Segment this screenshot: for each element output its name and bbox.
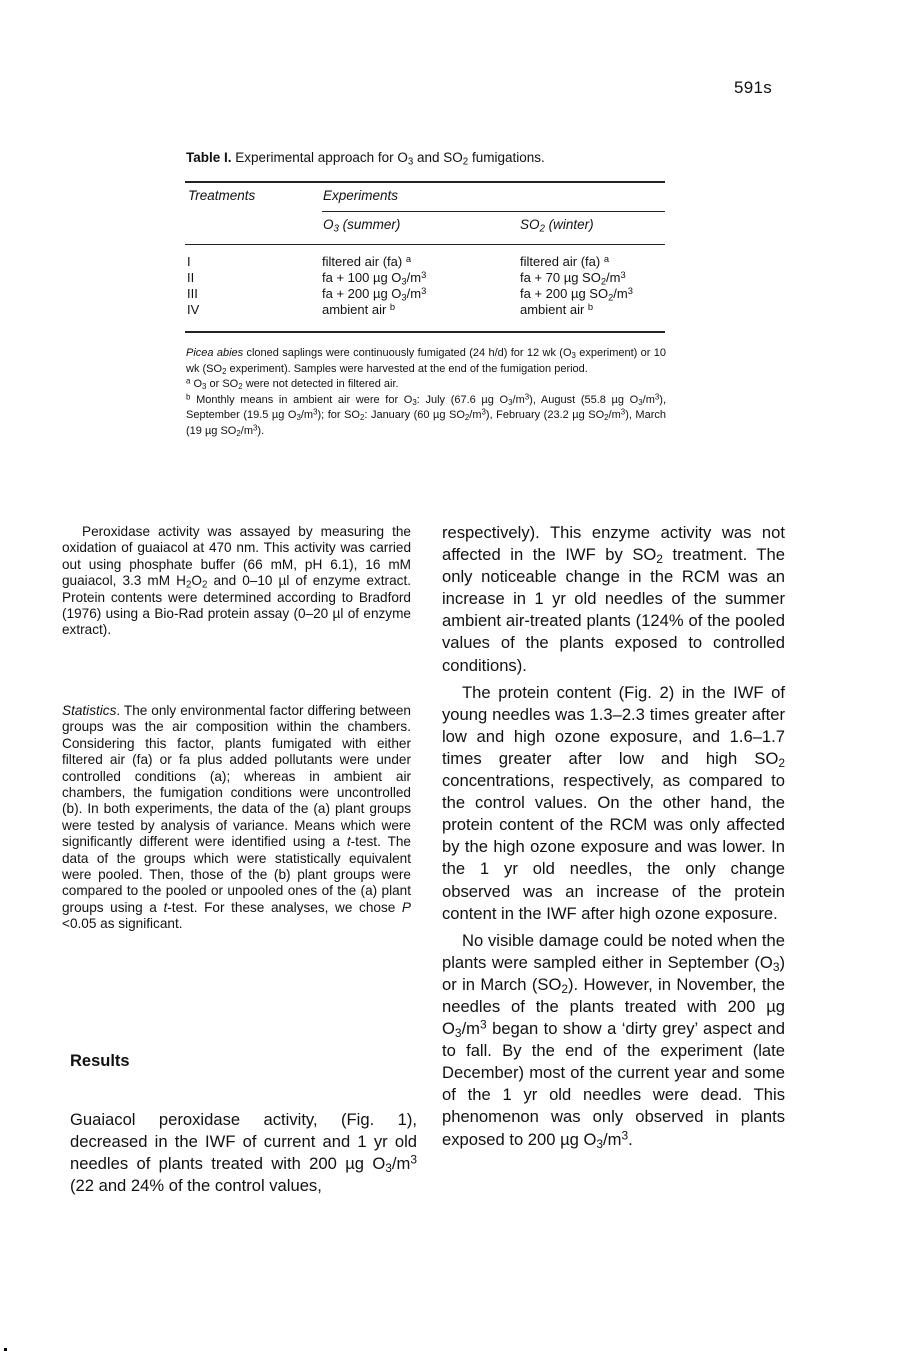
subscript: 2 <box>600 276 607 287</box>
subscript: 3 <box>401 292 407 303</box>
subscript: 3 <box>401 276 407 287</box>
superscript: b <box>389 301 396 312</box>
subscript: 2 <box>201 579 208 591</box>
subscript: 3 <box>412 397 417 407</box>
italic-p: P <box>401 899 411 915</box>
header-experiments: Experiments <box>323 188 399 203</box>
footnote-text: O <box>190 378 203 390</box>
row-treatment: III <box>187 286 198 301</box>
subscript: 3 <box>596 1136 604 1151</box>
subscript: 2 <box>656 552 663 567</box>
text-run: (22 and 24% of the control values, <box>70 1176 322 1196</box>
superscript: 3 <box>627 285 633 296</box>
superscript: 3 <box>421 285 427 296</box>
cell-text: /m <box>406 270 422 285</box>
superscript: 3 <box>481 407 486 417</box>
subscript: 2 <box>778 755 785 770</box>
superscript: 3 <box>253 422 258 432</box>
subscript: 2 <box>222 366 227 376</box>
section-label: Statistics <box>62 703 117 718</box>
cell-text: fa + 70 µg SO <box>520 270 601 285</box>
subscript: 3 <box>508 397 513 407</box>
text-run: and 0–10 µl of enzyme extract. Protein contents were determined according to Bradford (1976) using a Bio-Rad protein assay (0–20 µl of enzyme extract). <box>62 573 411 638</box>
footnote-text: were not detected in filtered air. <box>242 378 399 390</box>
footnote-text: cloned saplings were continuously fumigated (24 h/d) for 12 wk (O <box>243 347 572 359</box>
footnote-text: : July (67.6 µg O <box>416 393 509 406</box>
table-top-rule <box>185 181 665 183</box>
text-run: /m <box>603 1129 622 1149</box>
page-number: 591s <box>734 78 773 97</box>
footnote-mark: a <box>186 376 191 386</box>
subscript: 2 <box>539 223 545 235</box>
cell-text: fa + 200 µg SO <box>520 286 609 301</box>
table-header-rule <box>185 244 665 245</box>
header-text: (winter) <box>544 217 594 232</box>
subscript: 2 <box>359 412 365 422</box>
table-label: Table I. <box>186 150 232 165</box>
header-so2-winter <box>520 217 594 235</box>
text-run: ). However, in November, the needles of the plants treated with 200 µg O <box>442 974 786 1039</box>
text-run: Peroxidase activity was assayed by measuring the oxidation of guaiacol at 470 nm. This activity was carried out using phosphate buffer (66 mM, pH 6.1), 16 mM guaiacol, 3.3 mM H <box>62 524 411 589</box>
footnote-text: experiment) or 10 wk (SO <box>186 347 667 375</box>
damage-paragraph <box>442 930 785 1151</box>
row-o3-cell <box>322 286 426 302</box>
cell-text: /m <box>406 286 422 301</box>
subscript: 2 <box>238 381 243 391</box>
subscript: 2 <box>561 981 569 996</box>
text-run: Guaiacol peroxidase activity, (Fig. 1), decreased in the IWF of current and 1 yr old needles of plants treated with 200 µg O <box>70 1110 417 1174</box>
paragraph-text <box>62 703 411 933</box>
footnote-a <box>186 377 666 393</box>
caption-text: fumigations. <box>468 150 545 165</box>
species-name: Picea abies <box>186 347 244 359</box>
footnote-text: ), September (19.5 µg O <box>186 393 667 421</box>
superscript: a <box>603 253 610 264</box>
subscript: 2 <box>604 412 609 422</box>
row-treatment: II <box>187 270 195 285</box>
results-paragraph-continued <box>442 522 785 677</box>
text-run: . The only environmental factor differing between groups was the air composition within the chambers. Considering this factor, plants fumigated with either filtered air (fa) or fa plus added pollutants were under controlled conditions (a); whereas in ambient air chambers, the fumigation conditions were uncontrolled (b). In both experiments, the data of the (a) plant groups were tested by analysis of variance. Means which were significantly different were identified using a <box>62 703 411 850</box>
subscript: 3 <box>454 1026 462 1041</box>
superscript: 3 <box>620 407 626 417</box>
statistics-paragraph <box>62 703 411 933</box>
table-caption <box>186 150 545 168</box>
superscript: b <box>587 301 594 312</box>
footnote-text: /m <box>512 393 525 406</box>
header-o3-summer <box>323 217 401 235</box>
italic-t: t <box>346 834 351 850</box>
row-so2-cell <box>520 286 633 302</box>
text-run: /m <box>391 1154 411 1174</box>
superscript: a <box>405 253 412 264</box>
row-o3-cell <box>322 254 411 270</box>
footnote-text: /m <box>469 409 482 421</box>
text-run: -test. For these analyses, we chose <box>167 899 402 915</box>
subscript: 3 <box>571 350 576 360</box>
paragraph-text <box>70 1109 417 1197</box>
italic-t: t <box>163 899 168 915</box>
footnote-text: /m <box>608 409 621 421</box>
row-so2-cell <box>520 302 593 318</box>
subscript: 3 <box>296 412 301 422</box>
text-run: ) or in March (SO <box>442 952 785 994</box>
footnote-text: or SO <box>206 378 239 390</box>
cell-text: ambient air <box>322 302 390 317</box>
subscript: 3 <box>333 223 339 235</box>
footnote-text: ); for SO <box>317 409 360 421</box>
header-text: (summer) <box>338 217 401 232</box>
footnote-text: /m <box>240 424 253 437</box>
experiments-rule <box>322 211 665 212</box>
subscript: 2 <box>462 156 469 168</box>
footnote-text: /m <box>300 409 314 421</box>
footnote-text: Monthly means in ambient air were for O <box>190 393 413 406</box>
subscript: 3 <box>407 156 414 168</box>
superscript: 3 <box>654 391 660 401</box>
cell-text: fa + 100 µg O <box>322 270 402 285</box>
row-so2-cell <box>520 254 609 270</box>
text-run: No visible damage could be noted when the plants were sampled either in September (O <box>442 930 785 972</box>
right-column <box>442 522 785 1151</box>
table-footnotes <box>186 346 666 439</box>
subscript: 3 <box>638 397 643 407</box>
text-run: <0.05 as significant. <box>62 916 183 932</box>
footnote-text: ). <box>257 424 265 437</box>
caption-text: Experimental approach for O <box>231 150 408 165</box>
cell-text: filtered air (fa) <box>520 254 604 269</box>
paragraph-text <box>62 524 411 639</box>
results-heading: Results <box>70 1052 130 1070</box>
footnote-text: ), February (23.2 µg SO <box>485 409 605 421</box>
superscript: 3 <box>620 269 626 280</box>
text-run: The protein content (Fig. 2) in the IWF of young needles was 1.3–2.3 times greater after low and high ozone exposure, and 1.6–1.7 times greater after low and high SO <box>442 682 785 768</box>
row-treatment: IV <box>187 302 200 317</box>
cell-text: ambient air <box>520 302 588 317</box>
subscript: 2 <box>236 428 241 438</box>
subscript: 3 <box>202 381 207 391</box>
cell-text: fa + 200 µg O <box>322 286 402 301</box>
caption-text: and SO <box>413 150 463 165</box>
footnote-text: ), August (55.8 µg O <box>529 393 639 406</box>
text-run: concentrations, respectively, as compared to the control values. On the other hand, the protein content of the RCM was only affected by the high ozone exposure and was lower. In the 1 yr old needles, the only change observed was an increase of the protein content in the IWF after high ozone exposure. <box>442 771 785 923</box>
footnote-text: /m <box>642 393 655 406</box>
row-o3-cell <box>322 270 426 286</box>
superscript: 3 <box>524 391 530 401</box>
text-run: -test. The data of the groups which were statistically equivalent were pooled. Then, those of the (b) plant groups were compared to the pooled or unpooled ones of the (a) plant groups using a <box>62 834 411 915</box>
header-text: O <box>323 217 334 232</box>
cell-text: filtered air (fa) <box>322 254 406 269</box>
subscript: 3 <box>772 959 780 974</box>
cell-text: /m <box>606 270 621 285</box>
methods-paragraph <box>62 524 411 639</box>
text-run: /m <box>461 1019 480 1039</box>
protein-paragraph <box>442 682 785 925</box>
footnote-main <box>186 346 666 377</box>
row-o3-cell <box>322 302 395 318</box>
header-treatments: Treatments <box>188 188 256 203</box>
text-run: respectively). This enzyme activity was not affected in the IWF by SO <box>442 523 785 565</box>
subscript: 3 <box>385 1161 392 1176</box>
footnote-text: ), March (19 µg SO <box>186 409 666 437</box>
text-run: began to show a ‘dirty grey’ aspect and to fall. By the end of the experiment (late December) most of the current year and some of the 1 yr old needles were dead. This phenomenon was only observed in plants exposed to 200 µg O <box>442 1019 785 1149</box>
row-so2-cell <box>520 270 626 286</box>
table-bottom-rule <box>185 331 665 333</box>
superscript: 3 <box>480 1017 487 1032</box>
row-treatment: I <box>187 254 191 269</box>
footnote-text: experiment). Samples were harvested at the end of the fumigation period. <box>226 362 588 375</box>
superscript: 3 <box>421 269 427 280</box>
footnote-b <box>186 393 666 440</box>
footnote-mark: b <box>186 391 191 401</box>
subscript: 2 <box>185 579 192 591</box>
cell-text: /m <box>613 286 628 301</box>
footnote-text: : January (60 µg SO <box>364 409 465 421</box>
results-paragraph <box>70 1109 417 1197</box>
text-run: O <box>191 573 202 589</box>
text-run: . <box>628 1129 633 1149</box>
text-run: treatment. The only noticeable change in the RCM was an increase in 1 yr old needles of the summer ambient air-treated plants (124% of the pooled values of the plants exposed to controlled conditions). <box>442 545 785 675</box>
superscript: 3 <box>621 1128 629 1143</box>
superscript: 3 <box>313 407 318 417</box>
subscript: 2 <box>464 412 470 422</box>
subscript: 2 <box>608 292 614 303</box>
header-text: SO <box>520 217 540 232</box>
superscript: 3 <box>410 1152 417 1167</box>
